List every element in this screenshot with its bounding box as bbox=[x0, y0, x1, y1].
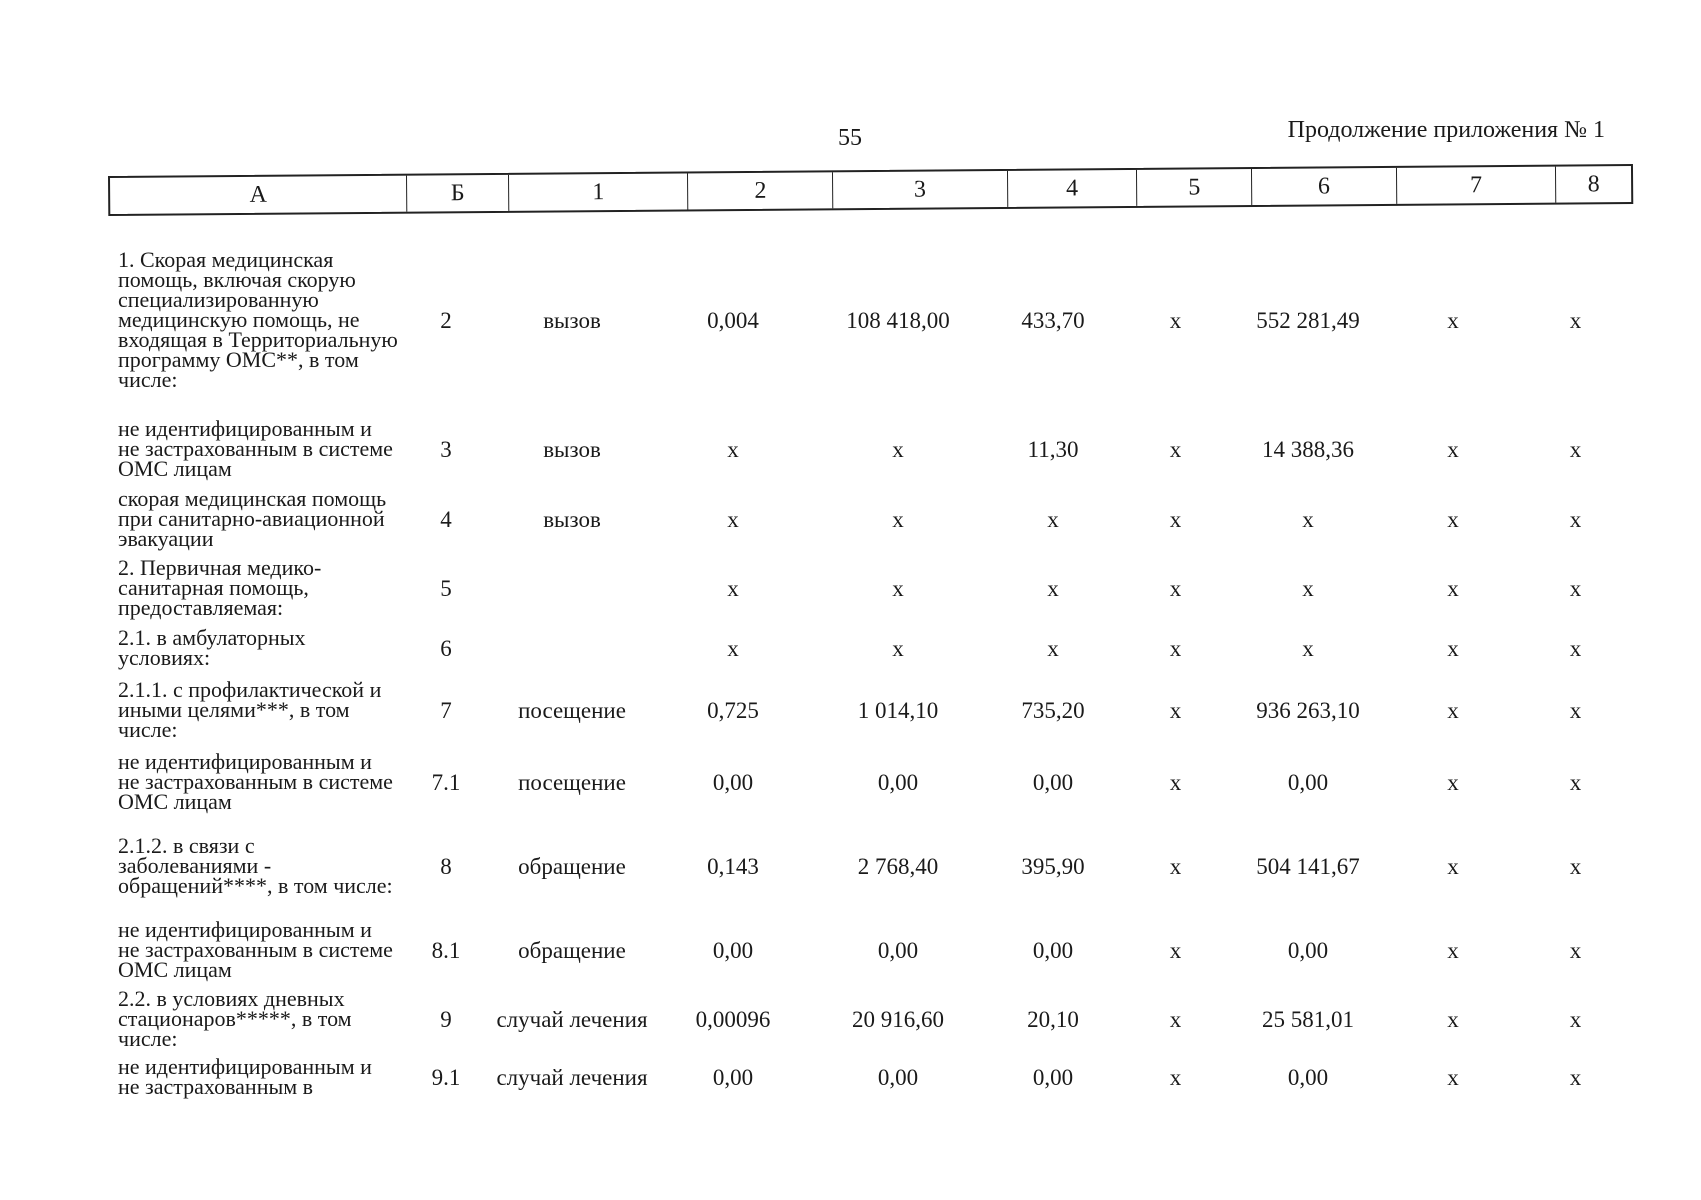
row-number: 7.1 bbox=[431, 769, 461, 795]
value-cell-8: х bbox=[1569, 575, 1582, 601]
value-cell-2: 0,143 bbox=[707, 853, 759, 879]
row-number: 3 bbox=[440, 436, 452, 462]
table-row bbox=[118, 914, 1633, 986]
value-cell-7: х bbox=[1447, 769, 1459, 795]
value-cell-2: 0,00096 bbox=[695, 1006, 771, 1032]
value-cell-8: х bbox=[1569, 635, 1582, 661]
column-header-7: 7 bbox=[1397, 167, 1557, 204]
row-number: 9 bbox=[440, 1006, 452, 1032]
row-number: 2 bbox=[440, 307, 452, 333]
row-label: 2.1.1. с профилактической и иными целями***, в том числе: bbox=[118, 677, 382, 742]
value-cell-4: 395,90 bbox=[1021, 853, 1085, 879]
value-cell-4: х bbox=[1047, 635, 1059, 661]
value-cell-7: х bbox=[1447, 1064, 1459, 1090]
unit-cell: случай лечения bbox=[496, 1064, 648, 1090]
value-cell-4: 0,00 bbox=[1032, 937, 1074, 963]
value-cell-7: х bbox=[1447, 635, 1459, 661]
value-cell-5: х bbox=[1169, 635, 1182, 661]
value-cell-6: 936 263,10 bbox=[1256, 697, 1360, 723]
value-cell-2: х bbox=[727, 635, 739, 661]
value-cell-2: 0,725 bbox=[707, 697, 759, 723]
table-row bbox=[118, 414, 1633, 484]
row-label: не идентифицированным и не застрахованным в bbox=[118, 1054, 372, 1099]
value-cell-5: х bbox=[1169, 769, 1182, 795]
unit-cell: посещение bbox=[518, 697, 626, 723]
row-label: 2.1.2. в связи с заболеваниями - обращений****, в том числе: bbox=[118, 833, 393, 898]
value-cell-6: 0,00 bbox=[1287, 769, 1329, 795]
value-cell-8: х bbox=[1569, 506, 1582, 532]
table-header bbox=[108, 164, 1633, 216]
value-cell-4: х bbox=[1047, 575, 1059, 601]
row-number: 7 bbox=[440, 697, 452, 723]
row-number: 6 bbox=[440, 635, 452, 661]
value-cell-2: 0,00 bbox=[712, 769, 754, 795]
value-cell-3: 20 916,60 bbox=[852, 1006, 944, 1032]
value-cell-3: х bbox=[892, 436, 904, 462]
unit-cell: вызов bbox=[543, 436, 601, 462]
value-cell-5: х bbox=[1169, 937, 1182, 963]
value-cell-7: х bbox=[1447, 853, 1459, 879]
table-row bbox=[118, 554, 1633, 622]
value-cell-2: 0,004 bbox=[707, 307, 759, 333]
value-cell-4: 0,00 bbox=[1032, 1064, 1074, 1090]
value-cell-7: х bbox=[1447, 575, 1459, 601]
value-cell-3: 1 014,10 bbox=[857, 697, 939, 723]
unit-cell: обращение bbox=[518, 853, 626, 879]
table-row bbox=[118, 226, 1633, 414]
unit-cell: посещение bbox=[518, 769, 626, 795]
unit-cell: вызов bbox=[543, 506, 601, 532]
table-body bbox=[118, 226, 1633, 1102]
value-cell-2: х bbox=[727, 506, 739, 532]
value-cell-8: х bbox=[1569, 853, 1582, 879]
value-cell-6: 0,00 bbox=[1287, 1064, 1329, 1090]
column-header-a: А bbox=[110, 176, 407, 214]
value-cell-7: х bbox=[1447, 506, 1459, 532]
row-number: 4 bbox=[440, 506, 452, 532]
value-cell-3: х bbox=[892, 635, 904, 661]
value-cell-2: х bbox=[727, 575, 739, 601]
value-cell-5: х bbox=[1169, 436, 1182, 462]
table-row bbox=[118, 986, 1633, 1052]
column-header-6: 6 bbox=[1252, 168, 1397, 205]
column-header-1: 1 bbox=[509, 173, 689, 210]
value-cell-3: 0,00 bbox=[877, 1064, 919, 1090]
value-cell-8: х bbox=[1569, 1006, 1582, 1032]
row-label: 2.1. в амбулаторных условиях: bbox=[118, 625, 306, 670]
value-cell-5: х bbox=[1169, 853, 1182, 879]
value-cell-8: х bbox=[1569, 1064, 1582, 1090]
column-header-b: Б bbox=[407, 175, 509, 212]
unit-cell: случай лечения bbox=[496, 1006, 648, 1032]
column-header-4: 4 bbox=[1008, 170, 1138, 207]
value-cell-3: 2 768,40 bbox=[857, 853, 939, 879]
value-cell-6: х bbox=[1302, 575, 1314, 601]
value-cell-4: 20,10 bbox=[1027, 1006, 1079, 1032]
value-cell-5: х bbox=[1169, 1006, 1182, 1032]
row-label: не идентифицированным и не застрахованным в системе ОМС лицам bbox=[118, 917, 393, 982]
value-cell-7: х bbox=[1447, 436, 1459, 462]
column-header-5: 5 bbox=[1137, 169, 1252, 206]
value-cell-5: х bbox=[1169, 575, 1182, 601]
value-cell-3: 108 418,00 bbox=[846, 307, 950, 333]
value-cell-4: 433,70 bbox=[1021, 307, 1085, 333]
value-cell-6: х bbox=[1302, 635, 1314, 661]
column-header-3: 3 bbox=[833, 171, 1008, 208]
value-cell-6: 504 141,67 bbox=[1256, 853, 1360, 879]
value-cell-2: х bbox=[727, 436, 739, 462]
value-cell-3: х bbox=[892, 575, 904, 601]
value-cell-3: х bbox=[892, 506, 904, 532]
table-row bbox=[118, 746, 1633, 818]
row-label: 1. Скорая медицинская помощь, включая скорую специализированную медицинскую помощь, не входящая в Территориальную программу ОМС**, в том числе: bbox=[118, 247, 398, 392]
value-cell-7: х bbox=[1447, 937, 1459, 963]
column-header-8: 8 bbox=[1587, 171, 1600, 198]
value-cell-5: х bbox=[1169, 506, 1182, 532]
value-cell-8: х bbox=[1569, 307, 1582, 333]
value-cell-7: х bbox=[1447, 697, 1459, 723]
value-cell-8: х bbox=[1569, 769, 1582, 795]
row-label: 2.2. в условиях дневных стационаров*****, в том числе: bbox=[118, 986, 352, 1051]
value-cell-6: 0,00 bbox=[1287, 937, 1329, 963]
value-cell-3: 0,00 bbox=[877, 937, 919, 963]
value-cell-2: 0,00 bbox=[712, 937, 754, 963]
value-cell-5: х bbox=[1169, 697, 1182, 723]
value-cell-6: 552 281,49 bbox=[1256, 307, 1360, 333]
value-cell-4: 11,30 bbox=[1027, 436, 1079, 462]
table-row bbox=[118, 1052, 1633, 1102]
row-label: не идентифицированным и не застрахованным в системе ОМС лицам bbox=[118, 749, 393, 814]
row-number: 8.1 bbox=[431, 937, 461, 963]
row-number: 5 bbox=[440, 575, 452, 601]
value-cell-5: х bbox=[1169, 1064, 1182, 1090]
value-cell-2: 0,00 bbox=[712, 1064, 754, 1090]
value-cell-8: х bbox=[1569, 436, 1582, 462]
value-cell-8: х bbox=[1569, 697, 1582, 723]
continuation-heading: Продолжение приложения № 1 bbox=[1287, 117, 1605, 143]
unit-cell: вызов bbox=[543, 307, 601, 333]
row-number: 9.1 bbox=[431, 1064, 461, 1090]
value-cell-4: х bbox=[1047, 506, 1059, 532]
value-cell-7: х bbox=[1447, 307, 1459, 333]
table-row bbox=[118, 622, 1633, 674]
column-header-2: 2 bbox=[688, 172, 833, 209]
table-row bbox=[118, 818, 1633, 914]
table-row bbox=[118, 674, 1633, 746]
row-number: 8 bbox=[440, 853, 452, 879]
value-cell-5: х bbox=[1169, 307, 1182, 333]
value-cell-6: х bbox=[1302, 506, 1314, 532]
value-cell-4: 735,20 bbox=[1021, 697, 1085, 723]
value-cell-6: 25 581,01 bbox=[1262, 1006, 1354, 1032]
row-label: скорая медицинская помощь при санитарно-авиационной эвакуации bbox=[118, 486, 387, 551]
value-cell-7: х bbox=[1447, 1006, 1459, 1032]
value-cell-8: х bbox=[1569, 937, 1582, 963]
unit-cell: обращение bbox=[518, 937, 626, 963]
row-label: 2. Первичная медико-санитарная помощь, предоставляемая: bbox=[118, 555, 322, 620]
page-number: 55 bbox=[838, 125, 862, 151]
row-label: не идентифицированным и не застрахованным в системе ОМС лицам bbox=[118, 416, 393, 481]
value-cell-3: 0,00 bbox=[877, 769, 919, 795]
value-cell-6: 14 388,36 bbox=[1262, 436, 1354, 462]
table-row bbox=[118, 484, 1633, 554]
value-cell-4: 0,00 bbox=[1032, 769, 1074, 795]
